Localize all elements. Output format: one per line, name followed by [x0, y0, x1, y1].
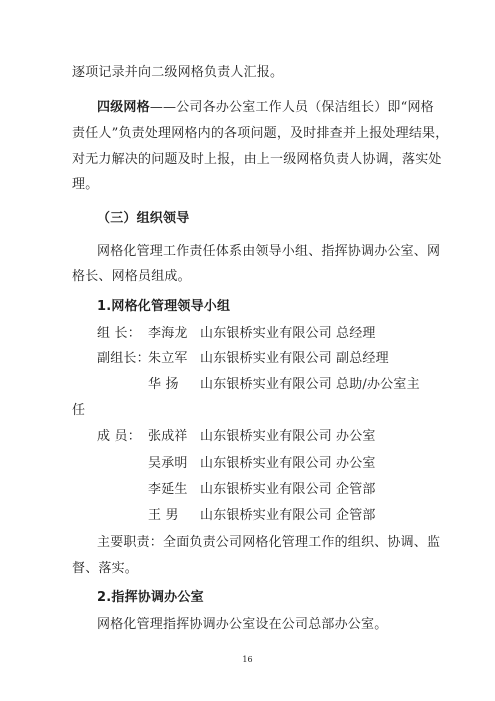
member-name: 王 男	[148, 508, 179, 523]
paragraph-line: 网格化管理指挥协调办公室设在公司总部办公室。	[97, 617, 388, 632]
member-company: 山东银桥实业有限公司	[200, 482, 333, 497]
member-company: 山东银桥实业有限公司	[200, 377, 333, 392]
paragraph-line: 主要职责：全面负责公司网格化管理工作的组织、协调、监	[97, 535, 441, 550]
member-company: 山东银桥实业有限公司	[200, 429, 333, 444]
member-title: 总经理	[336, 326, 376, 341]
member-title: 副总经理	[336, 351, 389, 366]
member-company: 山东银桥实业有限公司	[200, 456, 333, 471]
paragraph-line: 督、落实。	[72, 561, 139, 576]
paragraph-line: 理。	[72, 177, 99, 192]
section-heading: （三）组织领导	[97, 211, 190, 226]
member-company: 山东银桥实业有限公司	[200, 326, 333, 341]
paragraph-line	[97, 99, 434, 117]
member-name: 吴承明	[148, 456, 188, 471]
member-role: 成 员：	[97, 429, 141, 444]
member-title: 办公室	[336, 429, 376, 444]
subsection-heading: 2.指挥协调办公室	[97, 590, 204, 605]
member-name: 朱立军	[148, 351, 188, 366]
paragraph-line: 责任人”负责处理网格内的各项问题，及时排查并上报处理结果，	[72, 126, 449, 141]
member-company: 山东银桥实业有限公司	[200, 351, 333, 366]
subsection-heading: 1.网格化管理领导小组	[97, 299, 231, 314]
member-role: 副组长：	[97, 351, 150, 366]
paragraph-text: ——公司各办公室工作人员（保洁组长）即“网格	[149, 100, 434, 115]
paragraph-line: 网格化管理工作责任体系由领导小组、指挥协调办公室、网	[97, 244, 441, 259]
paragraph-line: 逐项记录并向二级网格负责人汇报。	[72, 65, 284, 80]
member-title: 企管部	[336, 482, 376, 497]
member-title: 总助/办公室主	[336, 377, 420, 392]
member-role: 组 长：	[97, 326, 141, 341]
member-name: 张成祥	[148, 429, 188, 444]
member-title: 办公室	[336, 456, 376, 471]
member-company: 山东银桥实业有限公司	[200, 508, 333, 523]
paragraph-line: 对无力解决的问题及时上报，由上一级网格负责人协调，落实处	[72, 152, 442, 167]
wrap-continuation: 任	[72, 403, 86, 418]
page-number: 16	[242, 655, 253, 664]
member-name: 李延生	[148, 482, 188, 497]
member-name: 华 扬	[148, 377, 179, 392]
term-level4-grid: 四级网格	[97, 100, 150, 115]
paragraph-line: 格长、网格员组成。	[72, 269, 191, 284]
member-name: 李海龙	[148, 326, 188, 341]
member-title: 企管部	[336, 508, 376, 523]
